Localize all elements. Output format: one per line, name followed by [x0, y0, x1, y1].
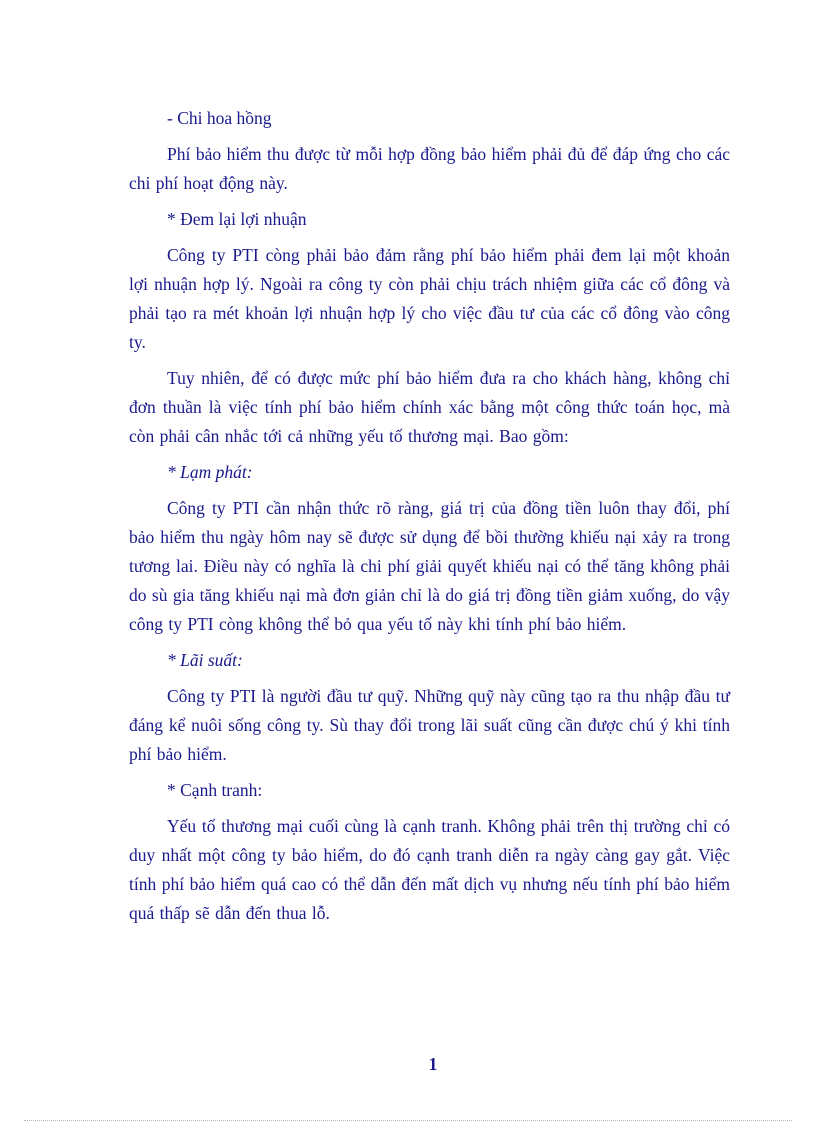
heading-profit: * Đem lại lợi nhuận: [167, 209, 307, 229]
paragraph-inflation: Công ty PTI cần nhận thức rõ ràng, giá trị của đồng tiền luôn thay đổi, phí bảo hiểm thu ngày hôm nay sẽ được sử dụng để bồi thường khiếu nại xảy ra trong tương lai. Điều này có nghĩa là chi phí giải quyết khiếu nại có thể tăng không phải do sù gia tăng khiếu nại mà đơn giản chỉ là do giá trị đồng tiền giảm xuống, do vậy công ty PTI còng không thể bỏ qua yếu tố này khi tính phí bảo hiểm.: [129, 498, 730, 634]
heading-commission: - Chi hoa hồng: [167, 108, 272, 128]
paragraph-premium-cover-costs: Phí bảo hiểm thu được từ mỗi hợp đồng bảo hiểm phải đủ để đáp ứng cho các chi phí hoạt động này.: [129, 144, 730, 193]
paragraph-reasonable-profit: Công ty PTI còng phải bảo đảm rằng phí bảo hiểm phải đem lại một khoản lợi nhuận hợp lý. Ngoài ra công ty còn phải chịu trách nhiệm giữa các cổ đông và phải tạo ra mét khoản lợi nhuận hợp lý cho việc đầu tư của các cổ đông vào công ty.: [129, 245, 730, 352]
paragraph-commercial-factors: Tuy nhiên, để có được mức phí bảo hiểm đưa ra cho khách hàng, không chỉ đơn thuần là việc tính phí bảo hiểm chính xác bằng một công thức toán học, mà còn phải cân nhắc tới cả những yếu tố thương mại. Bao gồm:: [129, 368, 730, 446]
paragraph-interest-rate: Công ty PTI là người đầu tư quỹ. Những quỹ này cũng tạo ra thu nhập đầu tư đáng kể nuôi sống công ty. Sù thay đổi trong lãi suất cũng cần được chú ý khi tính phí bảo hiểm.: [129, 686, 730, 764]
heading-interest-rate: * Lãi suất:: [167, 650, 243, 670]
paragraph-competition: Yếu tố thương mại cuối cùng là cạnh tranh. Không phải trên thị trường chỉ có duy nhất một công ty bảo hiểm, do đó cạnh tranh diễn ra ngày càng gay gắt. Việc tính phí bảo hiểm quá cao có thể dẫn đến mất dịch vụ nhưng nếu tính phí bảo hiểm quá thấp sẽ dẫn đến thua lỗ.: [129, 816, 730, 923]
heading-competition: * Cạnh tranh:: [167, 780, 263, 800]
heading-inflation: * Lạm phát:: [167, 462, 253, 482]
page-number: 1: [428, 1054, 438, 1074]
document-body: [129, 104, 730, 935]
page-bottom-divider: [24, 1120, 792, 1121]
